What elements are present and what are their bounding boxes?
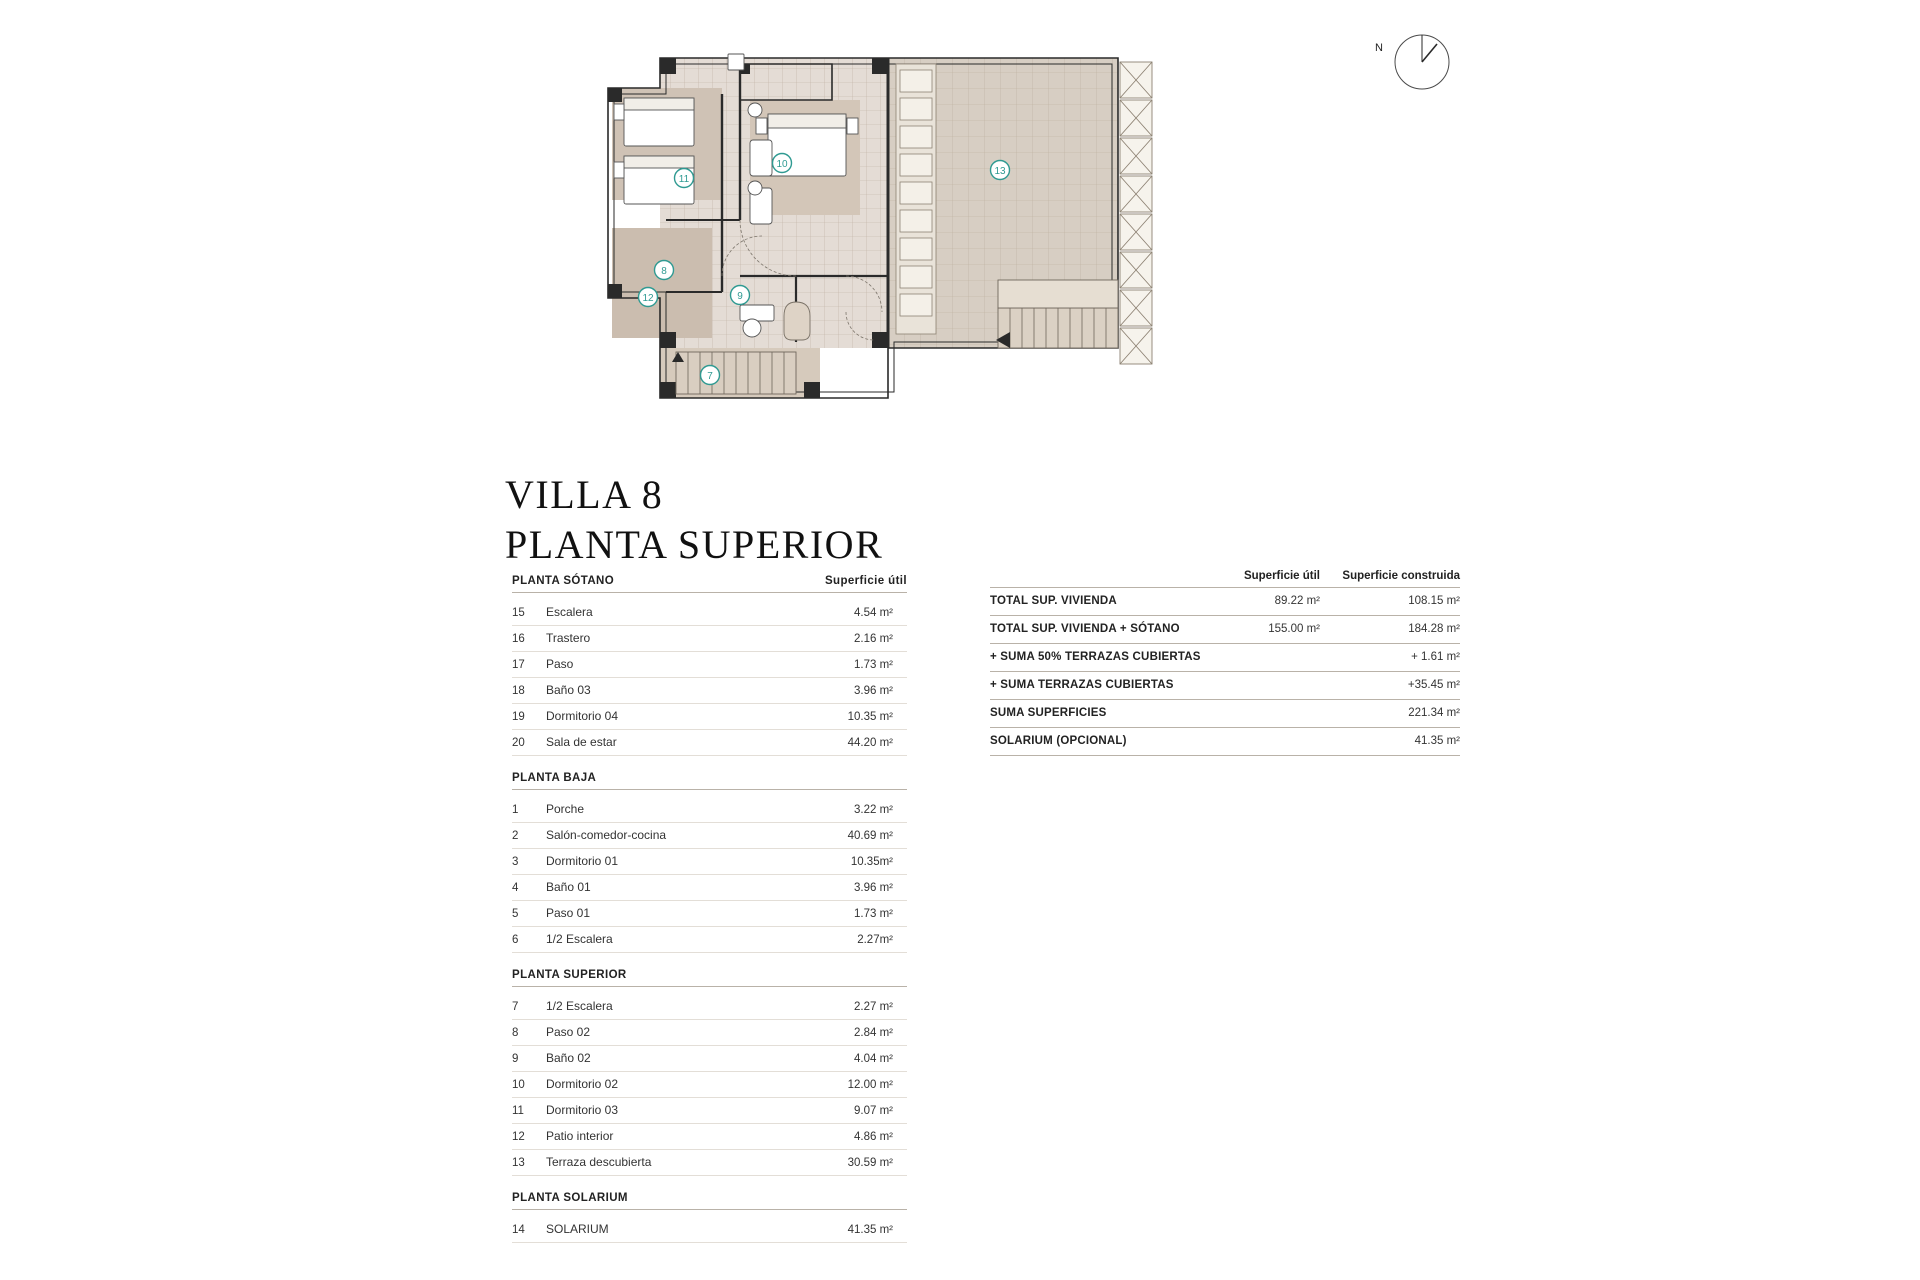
row-number: 4 bbox=[512, 882, 519, 894]
table-row bbox=[990, 615, 1460, 643]
row-value: 3.22 m² bbox=[854, 804, 893, 816]
svg-text:12: 12 bbox=[642, 293, 654, 304]
row-name: Dormitorio 04 bbox=[546, 709, 619, 723]
row-value: 4.54 m² bbox=[854, 607, 893, 619]
table-row bbox=[512, 875, 907, 901]
svg-text:13: 13 bbox=[994, 166, 1006, 177]
row-value: 10.35m² bbox=[850, 856, 893, 868]
row-name: Baño 02 bbox=[546, 1051, 591, 1065]
table-row bbox=[512, 1098, 907, 1124]
row-number: 11 bbox=[512, 1105, 524, 1117]
row-value: 2.16 m² bbox=[854, 633, 893, 645]
svg-text:7: 7 bbox=[707, 371, 713, 382]
svg-text:9: 9 bbox=[737, 291, 743, 302]
row-number: 8 bbox=[512, 1027, 519, 1039]
section-title: PLANTA SUPERIOR bbox=[512, 969, 627, 981]
row-number: 5 bbox=[512, 908, 519, 920]
row-number: 17 bbox=[512, 659, 525, 671]
table-row bbox=[512, 626, 907, 652]
surface-schedule-table bbox=[512, 575, 907, 1243]
room-marker-10 bbox=[773, 154, 792, 173]
row-name: Porche bbox=[546, 802, 585, 816]
row-value: 2.27 m² bbox=[854, 1001, 893, 1013]
row-number: 7 bbox=[512, 1001, 519, 1013]
section-header-sotano bbox=[512, 575, 907, 593]
section-header-solarium bbox=[512, 1192, 907, 1210]
section-title: PLANTA BAJA bbox=[512, 772, 597, 784]
room-marker-13 bbox=[991, 161, 1010, 180]
row-construida: 184.28 m² bbox=[1408, 623, 1460, 635]
row-value: 9.07 m² bbox=[854, 1105, 893, 1117]
compass-north-label: N bbox=[1375, 42, 1384, 54]
row-name: Dormitorio 03 bbox=[546, 1103, 619, 1117]
row-value: 4.04 m² bbox=[854, 1053, 893, 1065]
table-row bbox=[512, 1124, 907, 1150]
floor-plan-drawing bbox=[600, 40, 1320, 465]
row-name: Paso 01 bbox=[546, 906, 591, 920]
room-marker-7 bbox=[701, 366, 720, 385]
table-row bbox=[512, 730, 907, 756]
row-name: Dormitorio 01 bbox=[546, 854, 619, 868]
row-value: 10.35 m² bbox=[847, 711, 893, 723]
totals-header-row bbox=[990, 570, 1460, 587]
table-row bbox=[990, 643, 1460, 671]
row-value: 2.84 m² bbox=[854, 1027, 893, 1039]
svg-text:11: 11 bbox=[678, 174, 690, 185]
row-name: Paso bbox=[546, 657, 574, 671]
row-construida: + 1.61 m² bbox=[1411, 651, 1460, 663]
table-row bbox=[990, 587, 1460, 615]
table-row bbox=[990, 699, 1460, 727]
table-row bbox=[512, 1046, 907, 1072]
row-number: 2 bbox=[512, 830, 519, 842]
row-name: Terraza descubierta bbox=[546, 1155, 652, 1169]
totals-table bbox=[990, 570, 1460, 756]
row-name: Salón-comedor-cocina bbox=[546, 828, 667, 842]
row-name: SOLARIUM bbox=[546, 1222, 609, 1236]
row-util: 89.22 m² bbox=[1274, 595, 1320, 607]
row-number: 19 bbox=[512, 711, 525, 723]
row-label: SUMA SUPERFICIES bbox=[990, 707, 1107, 719]
row-value: 3.96 m² bbox=[854, 685, 893, 697]
row-number: 14 bbox=[512, 1224, 525, 1236]
row-name: Patio interior bbox=[546, 1129, 614, 1143]
row-name: Dormitorio 02 bbox=[546, 1077, 619, 1091]
title-line-2: PLANTA SUPERIOR bbox=[505, 522, 884, 567]
table-row bbox=[512, 600, 907, 626]
svg-text:8: 8 bbox=[661, 266, 667, 277]
row-name: Trastero bbox=[546, 631, 591, 645]
table-row bbox=[512, 797, 907, 823]
row-label: TOTAL SUP. VIVIENDA bbox=[990, 595, 1117, 607]
table-row bbox=[512, 823, 907, 849]
row-value: 12.00 m² bbox=[847, 1079, 893, 1091]
row-number: 12 bbox=[512, 1131, 525, 1143]
svg-text:10: 10 bbox=[776, 159, 788, 170]
row-value: 44.20 m² bbox=[847, 737, 893, 749]
table-row bbox=[512, 652, 907, 678]
section-rows-baja bbox=[512, 797, 907, 953]
row-label: TOTAL SUP. VIVIENDA + SÓTANO bbox=[990, 623, 1180, 635]
room-marker-8 bbox=[655, 261, 674, 280]
section-header-superior bbox=[512, 969, 907, 987]
row-number: 13 bbox=[512, 1157, 525, 1169]
row-label: + SUMA TERRAZAS CUBIERTAS bbox=[990, 679, 1174, 691]
row-value: 1.73 m² bbox=[854, 908, 893, 920]
row-name: Baño 01 bbox=[546, 880, 591, 894]
table-row bbox=[512, 1072, 907, 1098]
table-row bbox=[990, 671, 1460, 699]
unit-header: Superficie útil bbox=[824, 575, 907, 587]
row-number: 15 bbox=[512, 607, 525, 619]
row-construida: 108.15 m² bbox=[1408, 595, 1460, 607]
page-title bbox=[505, 470, 883, 570]
section-title: PLANTA SOLARIUM bbox=[512, 1192, 628, 1204]
row-construida: 221.34 m² bbox=[1408, 707, 1460, 719]
row-number: 1 bbox=[512, 804, 519, 816]
row-construida: 41.35 m² bbox=[1414, 735, 1460, 747]
row-name: Escalera bbox=[546, 605, 593, 619]
row-number: 16 bbox=[512, 633, 525, 645]
row-value: 30.59 m² bbox=[847, 1157, 893, 1169]
row-number: 6 bbox=[512, 934, 519, 946]
totals-col1-header: Superficie útil bbox=[1243, 570, 1320, 582]
row-name: Baño 03 bbox=[546, 683, 591, 697]
row-value: 2.27m² bbox=[857, 934, 893, 946]
row-name: 1/2 Escalera bbox=[546, 932, 613, 946]
room-marker-9 bbox=[731, 286, 750, 305]
row-number: 3 bbox=[512, 856, 519, 868]
totals-col2-header: Superficie construida bbox=[1342, 570, 1460, 582]
table-row bbox=[512, 678, 907, 704]
row-value: 41.35 m² bbox=[847, 1224, 893, 1236]
section-rows-solarium bbox=[512, 1217, 907, 1243]
pergola-strip bbox=[896, 64, 936, 334]
room-marker-12 bbox=[639, 288, 658, 307]
north-compass bbox=[1375, 30, 1465, 100]
table-row bbox=[512, 994, 907, 1020]
row-label: SOLARIUM (OPCIONAL) bbox=[990, 735, 1127, 747]
row-construida: +35.45 m² bbox=[1407, 679, 1460, 691]
table-row bbox=[990, 727, 1460, 756]
row-label: + SUMA 50% TERRAZAS CUBIERTAS bbox=[990, 651, 1201, 663]
section-title: PLANTA SÓTANO bbox=[512, 575, 615, 587]
row-number: 20 bbox=[512, 737, 525, 749]
lattice-wall bbox=[1120, 62, 1152, 364]
row-number: 9 bbox=[512, 1053, 519, 1065]
table-row bbox=[512, 1150, 907, 1176]
section-rows-superior bbox=[512, 994, 907, 1176]
row-value: 40.69 m² bbox=[847, 830, 893, 842]
row-util: 155.00 m² bbox=[1268, 623, 1320, 635]
row-value: 1.73 m² bbox=[854, 659, 893, 671]
table-row bbox=[512, 849, 907, 875]
section-header-baja bbox=[512, 772, 907, 790]
row-name: Paso 02 bbox=[546, 1025, 591, 1039]
row-name: 1/2 Escalera bbox=[546, 999, 613, 1013]
row-value: 4.86 m² bbox=[854, 1131, 893, 1143]
row-name: Sala de estar bbox=[546, 735, 617, 749]
title-line-1: VILLA 8 bbox=[505, 472, 664, 517]
table-row bbox=[512, 1217, 907, 1243]
room-marker-11 bbox=[675, 169, 694, 188]
table-row bbox=[512, 901, 907, 927]
table-row bbox=[512, 704, 907, 730]
row-number: 18 bbox=[512, 685, 525, 697]
table-row bbox=[512, 927, 907, 953]
table-row bbox=[512, 1020, 907, 1046]
row-value: 3.96 m² bbox=[854, 882, 893, 894]
section-rows-sotano bbox=[512, 600, 907, 756]
row-number: 10 bbox=[512, 1079, 525, 1091]
